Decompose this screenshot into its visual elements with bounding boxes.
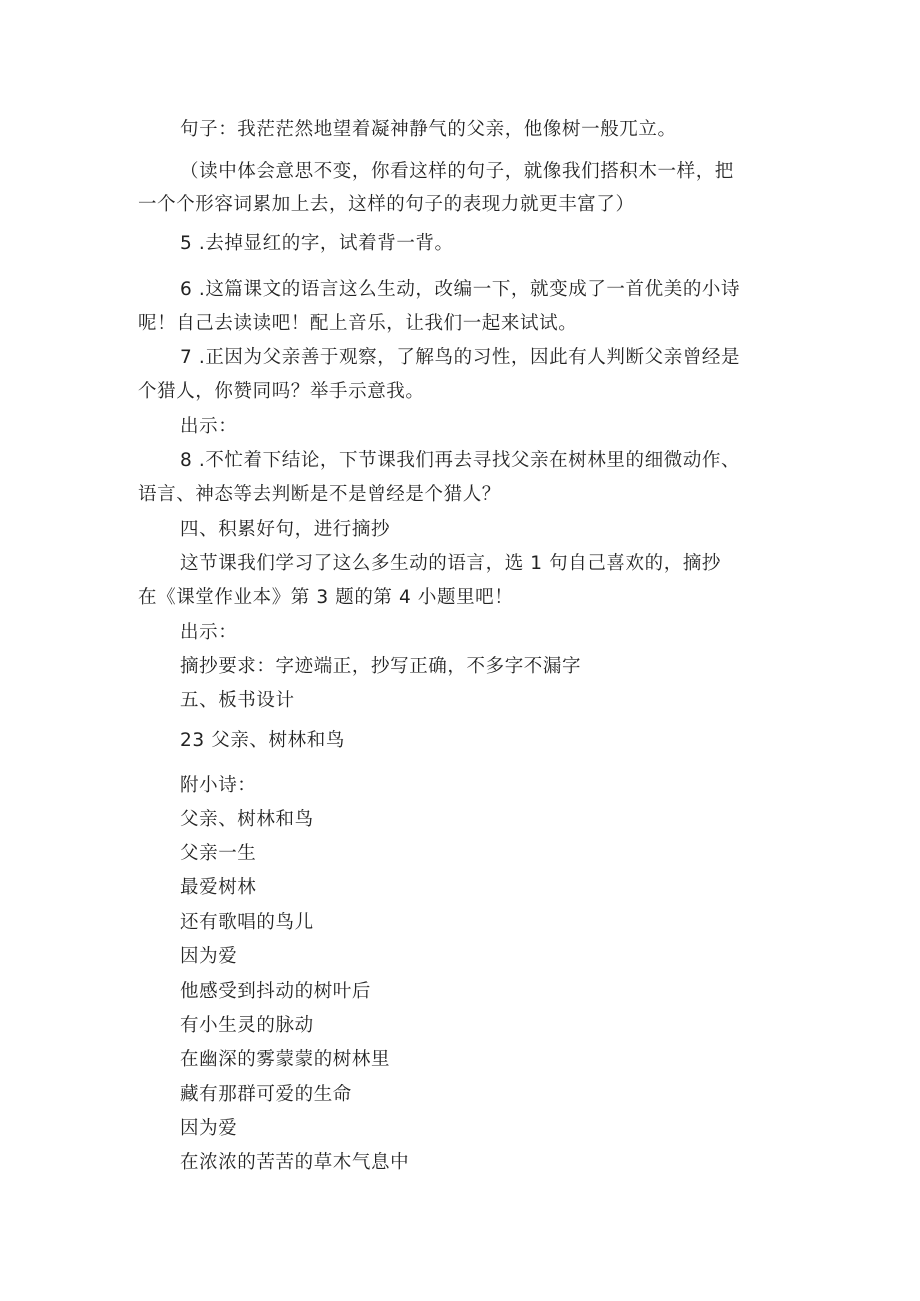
show-label-2: 出示：: [180, 622, 238, 643]
poem-line: 他感受到抖动的树叶后: [180, 981, 372, 1002]
poem-line: 在幽深的雾蒙蒙的树林里: [180, 1049, 391, 1070]
step-8-line-1: 8 .不忙着下结论，下节课我们再去寻找父亲在树林里的细微动作、: [180, 450, 741, 471]
poem-line: 父亲、树林和鸟: [180, 809, 314, 830]
step-6-line-2: 呢！自己去读读吧！配上音乐，让我们一起来试试。: [138, 313, 578, 334]
step-6-line-1: 6 .这篇课文的语言这么生动，改编一下，就变成了一首优美的小诗: [180, 279, 741, 300]
copy-line-2: 在《课堂作业本》第 3 题的第 4 小题里吧！: [138, 587, 514, 608]
poem-heading: 附小诗：: [180, 775, 257, 796]
show-label-1: 出示：: [180, 416, 238, 437]
poem-line: 有小生灵的脉动: [180, 1015, 314, 1036]
step-5: 5 .去掉显红的字，试着背一背。: [180, 233, 454, 254]
section-5-heading: 五、板书设计: [180, 690, 295, 711]
poem-line: 在浓浓的苦苦的草木气息中: [180, 1152, 410, 1173]
poem-line: 最爱树林: [180, 877, 257, 898]
poem-line: 因为爱: [180, 946, 238, 967]
step-8-line-2: 语言、神态等去判断是不是曾经是个猎人？: [138, 484, 501, 505]
note-line-2: 一个个形容词累加上去，这样的句子的表现力就更丰富了）: [138, 194, 635, 215]
section-4-heading: 四、积累好句，进行摘抄: [180, 519, 391, 540]
copy-requirements: 摘抄要求：字迹端正，抄写正确，不多字不漏字: [180, 656, 582, 677]
poem-line: 父亲一生: [180, 843, 257, 864]
poem-line: 藏有那群可爱的生命: [180, 1084, 352, 1105]
board-title: 23 父亲、树林和鸟: [180, 730, 345, 751]
copy-line-1: 这节课我们学习了这么多生动的语言，选 1 句自己喜欢的，摘抄: [180, 553, 722, 574]
sentence-example: 句子：我茫茫然地望着凝神静气的父亲，他像树一般兀立。: [180, 119, 677, 140]
note-line-1: （读中体会意思不变，你看这样的句子，就像我们搭积木一样，把: [180, 161, 734, 182]
step-7-line-1: 7 .正因为父亲善于观察，了解鸟的习性，因此有人判断父亲曾经是: [180, 347, 741, 368]
step-7-line-2: 个猎人，你赞同吗？举手示意我。: [138, 381, 425, 402]
poem-line: 还有歌唱的鸟儿: [180, 912, 314, 933]
poem-line: 因为爱: [180, 1118, 238, 1139]
